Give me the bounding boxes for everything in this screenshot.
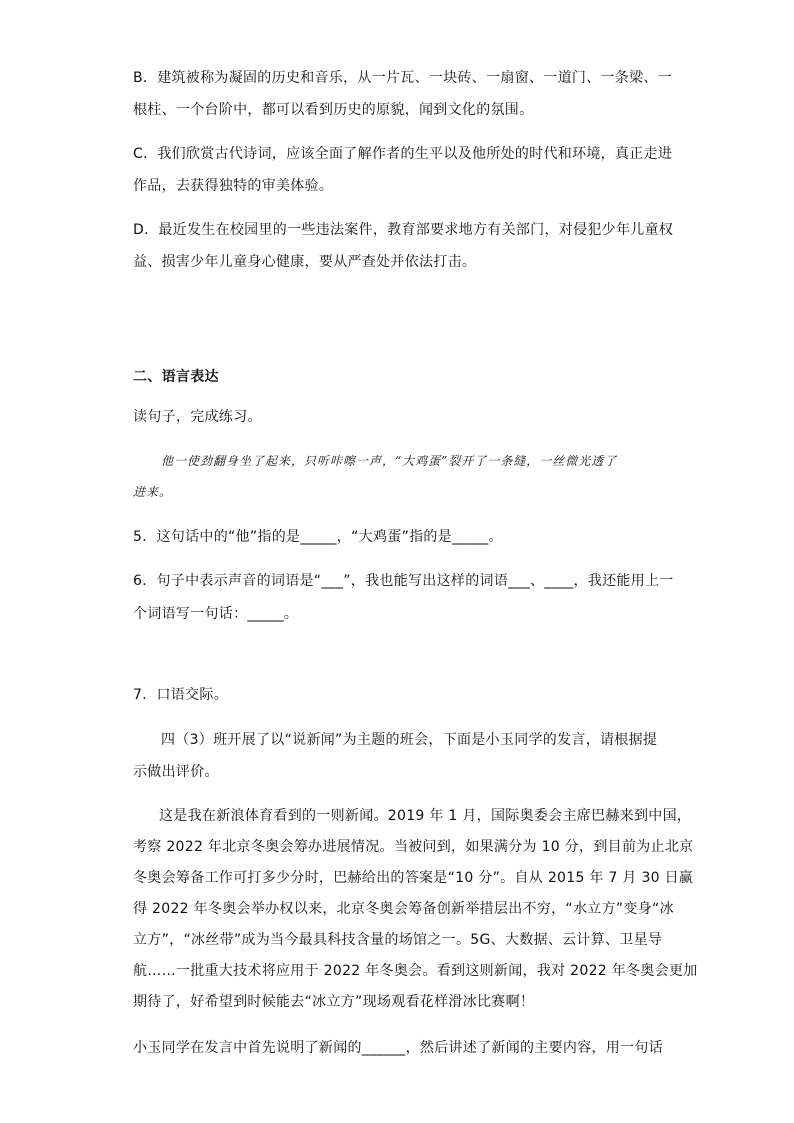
speech-line-2: 考察 2022 年北京冬奥会筹办进展情况。当被问到，如果满分为 10 分，到目前为止北京 (133, 839, 694, 855)
speech-line-7: 期待了，好希望到时候能去“冰立方”现场观看花样滑冰比赛啊！ (133, 994, 535, 1010)
option-c-line-1: C．我们欣赏古代诗词，应该全面了解作者的生平以及他所处的时代和环境，真正走进 (133, 146, 673, 162)
question-7: 7．口语交际。 (133, 687, 229, 703)
option-b-line-2: 根柱、一个台阶中，都可以看到历史的原貌，闻到文化的氛围。 (133, 102, 534, 118)
option-c-line-2: 作品，去获得独特的审美体验。 (133, 178, 334, 194)
section-heading-language-expression: 二、语言表达 (133, 369, 219, 385)
speech-line-4: 得 2022 年冬奥会举办权以来，北京冬奥会筹备创新举措层出不穷，“水立方”变身“冰 (133, 901, 674, 917)
option-b-line-1: B．建筑被称为凝固的历史和音乐，从一片瓦、一块砖、一扇窗、一道门、一条梁、一 (133, 70, 673, 86)
speech-line-6: 航……一批重大技术将应用于 2022 年冬奥会。看到这则新闻，我对 2022 年冬奥会更加 (133, 963, 698, 979)
question-5: 5．这句话中的“他”指的是_____，“大鸡蛋”指的是_____。 (133, 529, 503, 545)
question-6-line-1: 6．句子中表示声音的词语是“___”，我也能写出这样的词语___、____，我还能用上一 (133, 573, 674, 589)
question-6-line-2: 个词语写一句话：_____。 (133, 606, 299, 622)
prompt-line-2: 示做出评价。 (133, 764, 219, 780)
option-d-line-1: D．最近发生在校园里的一些违法案件，教育部要求地方有关部门，对侵犯少年儿童权 (133, 222, 674, 238)
option-d-line-2: 益、损害少年儿童身心健康，要从严查处并依法打击。 (133, 254, 477, 270)
prompt-line-1: 四（3）班开展了以“说新闻”为主题的班会，下面是小玉同学的发言，请根据提 (161, 732, 658, 748)
quoted-sentence-line-2: 进来。 (133, 485, 173, 499)
speech-line-1: 这是我在新浪体育看到的一则新闻。2019 年 1 月，国际奥委会主席巴赫来到中国， (159, 808, 692, 824)
reading-instruction: 读句子，完成练习。 (133, 409, 262, 425)
evaluation-question: 小玉同学在发言中首先说明了新闻的______，然后讲述了新闻的主要内容，用一句话 (133, 1040, 663, 1056)
quoted-sentence-line-1: 他一使劲翻身坐了起来，只听咔嚓一声，“大鸡蛋”裂开了一条缝，一丝微光透了 (161, 454, 618, 468)
speech-line-5: 立方”，“冰丝带”成为当今最具科技含量的场馆之一。5G、大数据、云计算、卫星导 (133, 932, 663, 948)
speech-line-3: 冬奥会筹备工作可打多少分时，巴赫给出的答案是“10 分”。自从 2015 年 7 月 30 日赢 (133, 870, 694, 886)
